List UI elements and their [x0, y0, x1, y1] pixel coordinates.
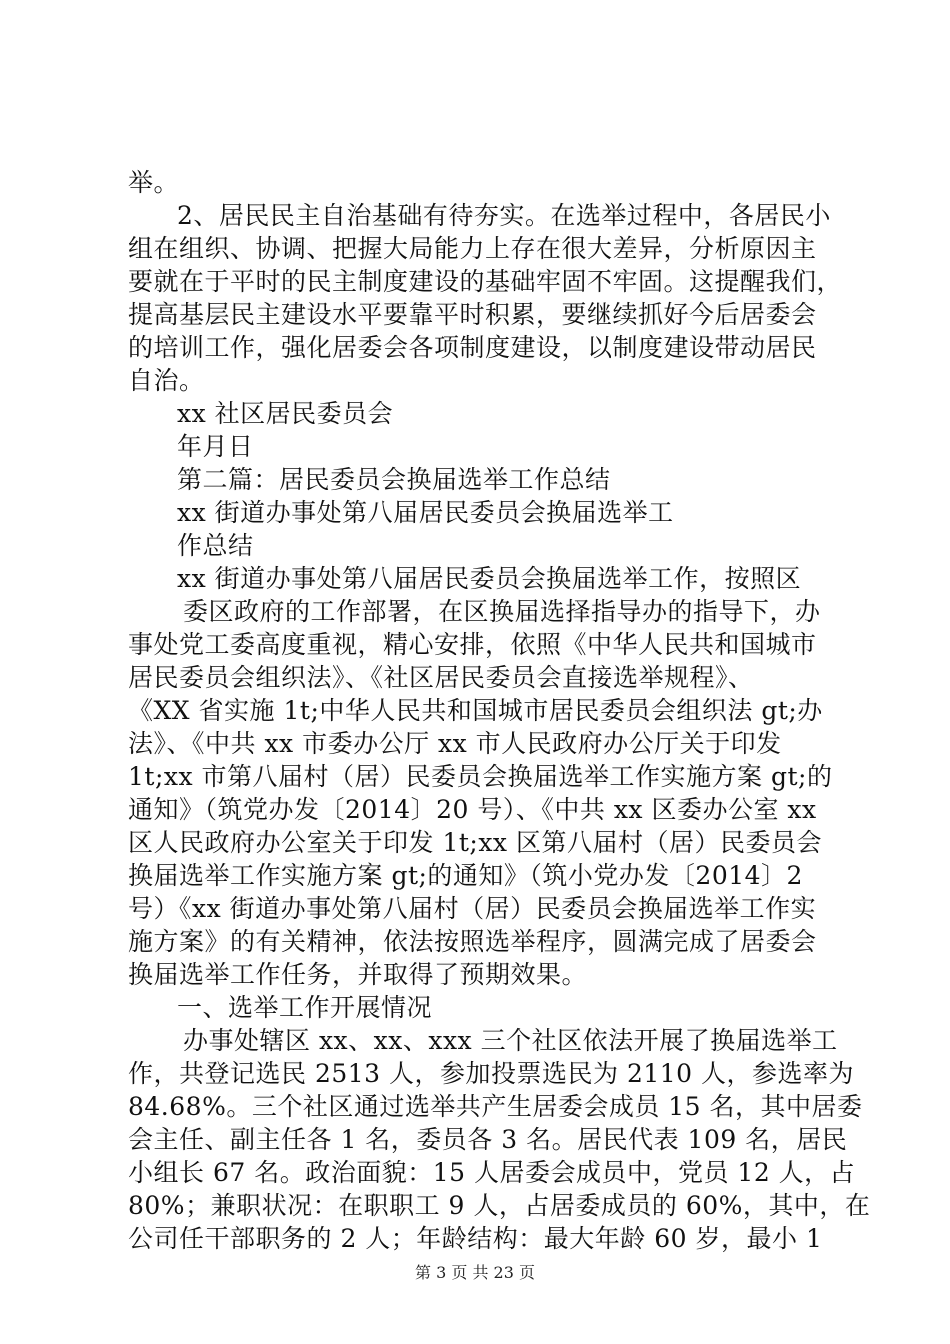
text-line: 要就在于平时的民主制度建设的基础牢固不牢固。这提醒我们，: [128, 267, 843, 296]
page-footer: 第 3 页 共 23 页: [415, 1263, 535, 1282]
text-line: 2、居民民主自治基础有待夯实。在选举过程中，各居民小: [177, 201, 831, 230]
text-line: 区人民政府办公室关于印发 1t;xx 区第八届村（居）民委员会: [128, 828, 822, 857]
text-line: 委区政府的工作部署，在区换届选择指导办的指导下，办: [183, 597, 821, 626]
chapter-title: 第二篇：居民委员会换届选举工作总结: [177, 465, 611, 494]
text-line: 施方案》的有关精神，依法按照选举程序，圆满完成了居委会: [128, 927, 817, 956]
text-line: 会主任、副主任各 1 名，委员各 3 名。居民代表 109 名，居民: [128, 1125, 848, 1154]
text-line: 举。: [128, 168, 180, 197]
text-line: 《XX 省实施 1t;中华人民共和国城市居民委员会组织法 gt;办: [128, 696, 823, 725]
text-line: 84.68%。三个社区通过选举共产生居委会成员 15 名，其中居委: [128, 1092, 863, 1121]
text-line: 号）《xx 街道办事处第八届村（居）民委员会换届选举工作实: [128, 894, 817, 923]
text-line: 自治。: [128, 366, 205, 395]
text-line: 换届选举工作实施方案 gt;的通知》（筑小党办发〔2014〕2: [128, 861, 803, 890]
signature-date: 年月日: [177, 432, 254, 461]
text-line: 通知》（筑党办发〔2014〕20 号）、《中共 xx 区委办公室 xx: [128, 795, 817, 824]
section-heading: 一、选举工作开展情况: [177, 993, 433, 1022]
text-line: 居民委员会组织法》、《社区居民委员会直接选举规程》、: [128, 663, 754, 692]
text-line: xx 街道办事处第八届居民委员会换届选举工作，按照区: [177, 564, 802, 593]
report-title-cont: 作总结: [177, 531, 254, 560]
text-line: 事处党工委高度重视，精心安排，依照《中华人民共和国城市: [128, 630, 817, 659]
text-line: 的培训工作，强化居委会各项制度建设，以制度建设带动居民: [128, 333, 817, 362]
text-line: 办事处辖区 xx、xx、xxx 三个社区依法开展了换届选举工: [183, 1026, 838, 1055]
text-line: 组在组织、协调、把握大局能力上存在很大差异，分析原因主: [128, 234, 817, 263]
text-line: 80%；兼职状况：在职职工 9 人，占居委成员的 60%，其中，在: [128, 1191, 871, 1220]
text-line: 提高基层民主建设水平要靠平时积累，要继续抓好今后居委会: [128, 300, 817, 329]
signature-org: xx 社区居民委员会: [177, 399, 394, 428]
text-line: 换届选举工作任务，并取得了预期效果。: [128, 960, 588, 989]
text-line: 作，共登记选民 2513 人，参加投票选民为 2110 人，参选率为: [128, 1059, 855, 1088]
text-line: 小组长 67 名。政治面貌：15 人居委会成员中，党员 12 人，占: [128, 1158, 856, 1187]
text-line: 公司任干部职务的 2 人；年龄结构：最大年龄 60 岁，最小 1: [128, 1224, 823, 1253]
report-title: xx 街道办事处第八届居民委员会换届选举工: [177, 498, 674, 527]
text-line: 1t;xx 市第八届村（居）民委员会换届选举工作实施方案 gt;的: [128, 762, 833, 791]
text-line: 法》、《中共 xx 市委办公厅 xx 市人民政府办公厅关于印发: [128, 729, 782, 758]
